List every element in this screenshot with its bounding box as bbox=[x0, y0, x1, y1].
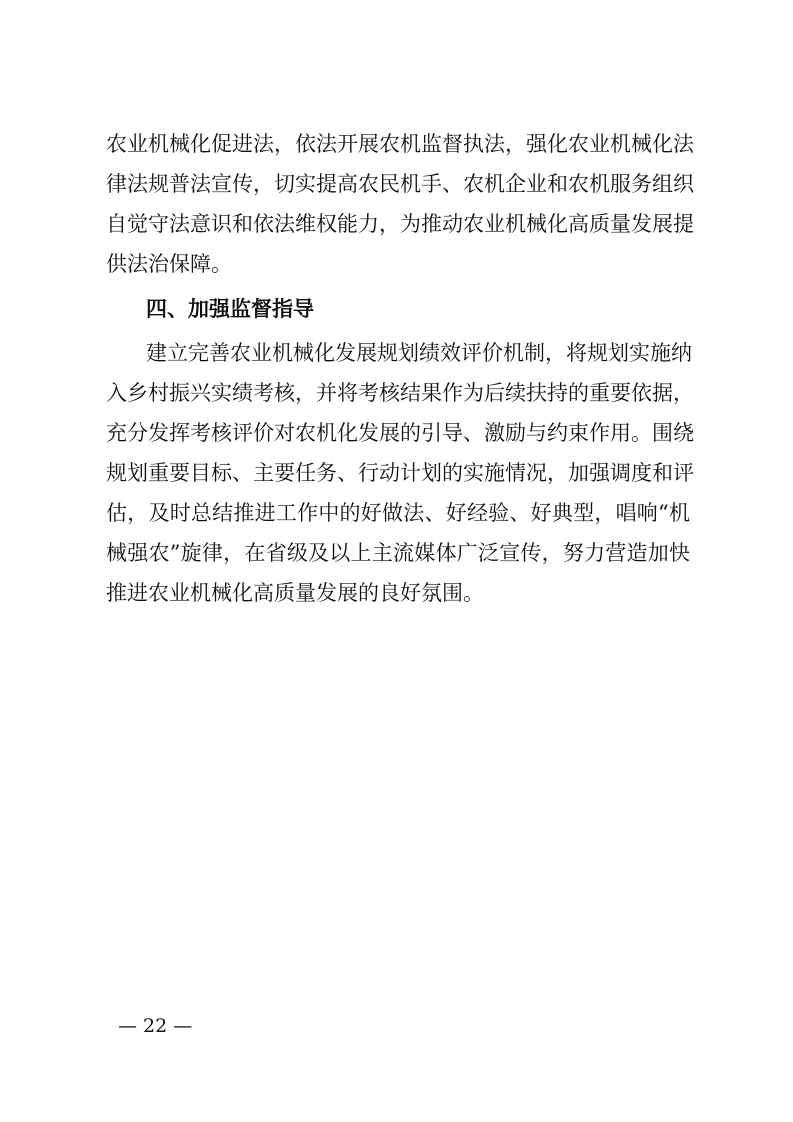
paragraph-line: 估，及时总结推进工作中的好做法、好经验、好典型，唱响“机 bbox=[106, 501, 690, 525]
paragraph-line: 械强农”旋律，在省级及以上主流媒体广泛宣传，努力营造加快 bbox=[106, 541, 690, 565]
paragraph-line: 农业机械化促进法，依法开展农机监督执法，强化农业机械化法 bbox=[106, 132, 694, 156]
paragraph-line: 推进农业机械化高质量发展的良好氛围。 bbox=[106, 581, 484, 605]
paragraph-supervision bbox=[106, 333, 694, 613]
paragraph-line: 建立完善农业机械化发展规划绩效评价机制，将规划实施纳 bbox=[146, 341, 692, 365]
paragraph-legal-guarantee bbox=[106, 124, 694, 284]
paragraph-line: 供法治保障。 bbox=[106, 252, 232, 276]
paragraph-line: 充分发挥考核评价对农机化发展的引导、激励与约束作用。围绕 bbox=[106, 421, 694, 445]
paragraph-line: 入乡村振兴实绩考核，并将考核结果作为后续扶持的重要依据， bbox=[106, 381, 694, 405]
section-heading: 四、加强监督指导 bbox=[146, 297, 314, 321]
page-number: — 22 — bbox=[118, 1015, 193, 1037]
paragraph-line: 规划重要目标、主要任务、行动计划的实施情况，加强调度和评 bbox=[106, 461, 694, 485]
paragraph-line: 自觉守法意识和依法维权能力，为推动农业机械化高质量发展提 bbox=[106, 212, 694, 236]
paragraph-line: 律法规普法宣传，切实提高农民机手、农机企业和农机服务组织 bbox=[106, 172, 694, 196]
